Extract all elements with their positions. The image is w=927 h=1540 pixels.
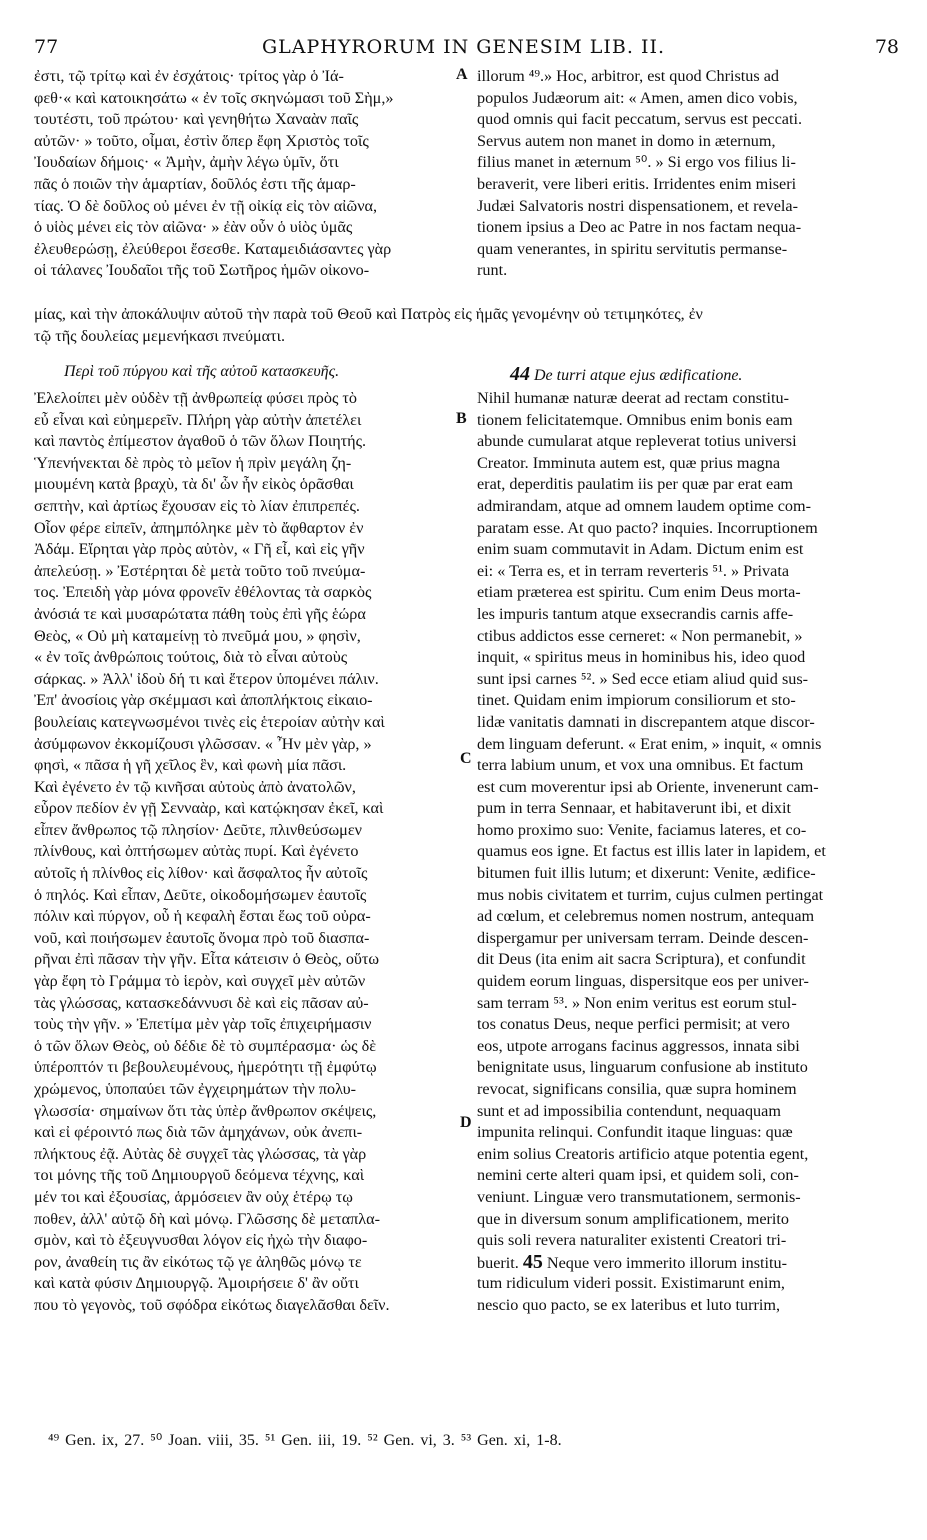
- text-line: lidæ vanitatis damnati in discrepantem atque discor-: [477, 712, 815, 731]
- text-line: paratam esse. At quo pacto? inquies. Incorruptionem: [477, 518, 818, 537]
- text-line: enim solius Creatoris artificio atque potentia egent,: [477, 1144, 809, 1163]
- text-line: καὶ εἰ φέροιντό πως διὰ τῶν ἀμηχάνων, οὐκ ἀνεπι-: [34, 1123, 363, 1142]
- text-line: μιουμένη κατὰ βραχὺ, τὰ δι' ὧν ἦν εἰκὸς ὁρᾶσθαι: [34, 475, 354, 494]
- greek-column-top: [34, 66, 452, 282]
- text-line: eos, utpote arrogans facinus aggressos, innata sibi: [477, 1036, 800, 1055]
- text-line: quis soli revera naturaliter existenti Creatori tri-: [477, 1231, 787, 1250]
- text-line: quidem eorum linguas, dispersitque eos per univer-: [477, 972, 809, 991]
- text-line: pum in terra Sennaar, et habitaverunt ibi, et dixit: [477, 799, 792, 818]
- text-line: Creator. Imminuta autem est, quæ prius magna: [477, 453, 781, 472]
- text-line: veniunt. Linguæ vero transmutationem, sermonis-: [477, 1187, 801, 1206]
- line-text: Neque vero immerito illorum institu-: [546, 1253, 787, 1272]
- text-line: ἀσύμφωνον ἐκκομίζουσι γλῶσσαν. « Ἦν μὲν γὰρ, »: [34, 734, 372, 753]
- text-line: πόλιν καὶ πύργον, οὗ ἡ κεφαλὴ ἔσται ἕως τοῦ οὐρα-: [34, 907, 371, 926]
- text-line: mus nobis civitatem et turrim, cujus culmen pertingat: [477, 885, 824, 904]
- text-line: Nihil humanæ naturæ deerat ad rectam constitu-: [477, 389, 789, 407]
- footnotes: ⁴⁹ Gen. ix, 27. ⁵⁰ Joan. viii, 35. ⁵¹ Gen. iii, 19. ⁵² Gen. vi, 3. ⁵³ Gen. xi, 1-8.: [48, 1432, 562, 1449]
- text-line: quamus eos igne. Et factus est illis later in lapidem, et: [477, 842, 826, 861]
- text-line: populos Judæorum ait: « Amen, amen dico vobis,: [477, 88, 798, 107]
- greek-section-title: Περὶ τοῦ πύργου καὶ τῆς αὐτοῦ κατασκευῆς.: [64, 363, 340, 380]
- text-line: nemini certe alteri quam ipsi, et quidem soli, con-: [477, 1166, 799, 1185]
- running-title: GLAPHYRORUM IN GENESIM LIB. II.: [261, 36, 666, 58]
- text-line: ἀπελεύσῃ. » Ἐστέρηται δὲ μετὰ τοῦτο τοῦ πνεύμα-: [34, 561, 366, 580]
- text-line: πλήκτους ἐᾷ. Αὐτὰς δὲ συγχεῖ τὰς γλώσσας, τὰ γὰρ: [34, 1144, 367, 1163]
- text-line: bitumen fuit illis lutum; et dixerunt: Venite, ædifice-: [477, 864, 816, 883]
- text-line: illorum ⁴⁹.» Hoc, arbitror, est quod Christus ad: [477, 67, 779, 85]
- text-line: εὗρον πεδίον ἐν γῇ Σενναὰρ, καὶ κατῴκησαν ἐκεῖ, καὶ: [34, 799, 384, 818]
- text-line: σάρκας. » Ἀλλ' ἰδοὺ δή τι καὶ ἕτερον ὑπομένει πάλιν.: [34, 669, 379, 688]
- text-line: μίας, καὶ τὴν ἀποκάλυψιν αὐτοῦ τὴν παρὰ τοῦ Θεοῦ καὶ Πατρὸς εἰς ἡμᾶς γενομένην οὐ τετιμηκότες, ἐν: [34, 305, 703, 323]
- text-line: φεθ·« καὶ κατοικησάτω « ἐν τοῖς σκηνώμασι τοῦ Σὴμ,»: [34, 88, 394, 107]
- text-line: ἐστι, τῷ τρίτῳ καὶ ἐν ἐσχάτοις· τρίτος γὰρ ὁ Ἰά-: [34, 67, 344, 85]
- column-number-44: 44: [510, 363, 530, 385]
- text-line: est cum moverentur ipsi ab Oriente, invenerunt cam-: [477, 777, 819, 796]
- text-line: nescio quo pacto, se ex lateribus et luto turrim,: [477, 1295, 780, 1314]
- text-line: quod omnis qui facit peccatum, servus est peccati.: [477, 110, 802, 129]
- text-line: benignitate usus, linguarum confusione ab instituto: [477, 1058, 808, 1077]
- text-line: τουτέστι, τοῦ πρώτου· καὶ γενηθήτω Χαναὰν παῖς: [34, 110, 359, 129]
- text-line: εὖ εἶναι καὶ εὐημερεῖν. Πλήρη γὰρ αὐτὴν ἀπετέλει: [34, 410, 362, 429]
- text-line: Ἐπ' ἀνοσίοις γὰρ σκέμμασι καὶ ἀποπλήκτοις εἰκαιο-: [34, 691, 373, 710]
- text-line: που τὸ γεγονὸς, τοῦ σφόδρα εἰκότως διαγελᾶσθαι δεῖν.: [34, 1295, 390, 1314]
- text-line: tum ridiculum videri possit. Existimarunt enim,: [477, 1274, 785, 1293]
- text-line: αὐτοῖς ἡ πλίνθος εἰς λίθον· καὶ ἄσφαλτος ἦν αὐτοῖς: [34, 864, 368, 883]
- text-line: « ἐν τοῖς ἀνθρώποις τούτοις, διὰ τὸ εἶναι αὐτοὺς: [34, 648, 348, 667]
- text-line: τος. Ἐπειδὴ γὰρ μόνα φρονεῖν ἐθέλοντας τὰ σαρκὸς: [34, 583, 372, 602]
- text-line: μέν τοι καὶ ἐξουσίας, ἁρμόσειεν ἂν οὐχ ἑτέρῳ τῳ: [34, 1187, 353, 1206]
- column-number-45: 45: [522, 1251, 543, 1273]
- text-line: tionem felicitatemque. Omnibus enim bonis eam: [477, 410, 793, 429]
- page-number-right: 78: [874, 36, 899, 58]
- text-line: καὶ κατὰ φύσιν Δημιουργῷ. Ἀμοιρήσειε δ' ἂν οὔτι: [34, 1274, 359, 1293]
- text-line: ποθεν, ἀλλ' αὐτῷ δὴ καὶ μόνῳ. Γλῶσσης δὲ μεταπλα-: [34, 1209, 381, 1228]
- text-line: ὁ τῶν ὅλων Θεὸς, οὐ δέδιε δὲ τὸ συμπέρασμα· ὡς δὲ: [34, 1036, 377, 1055]
- text-line: etiam præterea est spiritu. Cum enim Deus morta-: [477, 583, 801, 602]
- text-line: τῷ τῆς δουλείας μεμενήκασι πνεύματι.: [34, 326, 286, 345]
- text-line: τίας. Ὁ δὲ δοῦλος οὐ μένει ἐν τῇ οἰκίᾳ εἰς τὸν αἰῶνα,: [34, 196, 378, 215]
- text-line: Θεὸς, « Οὐ μὴ καταμείνῃ τὸ πνεῦμά μου, » φησὶν,: [34, 626, 361, 645]
- text-line: dit Deus (ita enim ait sacra Scriptura), et confundit: [477, 950, 806, 969]
- text-line: σεπτὴν, καὶ ἀρτίως ἔχουσαν εἰς τὸ λίαν ἐπιπρεπές.: [34, 496, 360, 515]
- text-line: γλωσσία· σημαίνων ὅτι τὰς ὑπὲρ ἄνθρωπον σκέψεις,: [34, 1101, 377, 1120]
- text-line: ὁ πηλός. Καὶ εἶπαν, Δεῦτε, οἰκοδομήσωμεν ἑαυτοῖς: [34, 885, 367, 904]
- text-line: ctibus addictos esse cerneret: « Non permanebit, »: [477, 626, 803, 645]
- text-line: χρώμενος, ὑποπαύει τῶν ἐγχειρημάτων τὴν πολυ-: [34, 1080, 357, 1098]
- text-line: inquit, « spiritus meus in hominibus his, ideo quod: [477, 648, 806, 667]
- text-line: runt.: [477, 261, 508, 280]
- line-text: buerit.: [477, 1253, 519, 1272]
- text-line: Καὶ ἐγένετο ἐν τῷ κινῆσαι αὐτοὺς ἀπὸ ἀνατολῶν,: [34, 777, 356, 796]
- margin-mark-d: D: [460, 1114, 472, 1131]
- text-line: ὁ υἱὸς μένει εἰς τὸν αἰῶνα· » ἐὰν οὖν ὁ υἱὸς ὑμᾶς: [34, 218, 353, 237]
- text-line: homo proximo suo: Venite, faciamus lateres, et co-: [477, 820, 807, 839]
- text-line: Ἀδάμ. Εἴρηται γὰρ πρὸς αὐτὸν, « Γῆ εἶ, καὶ εἰς γῆν: [34, 540, 365, 559]
- text-line: Οἷον φέρε εἰπεῖν, ἀπημπόληκε μὲν τὸ ἄφθαρτον ἐν: [34, 518, 364, 537]
- text-line: ἐλευθερώσῃ, ἐλεύθεροι ἔσεσθε. Καταμειδιάσαντες γὰρ: [34, 239, 392, 258]
- text-line: beraverit, vere liberi eritis. Irridentes enim miseri: [477, 174, 797, 193]
- text-line: ἀνόσιά τε καὶ μυσαρώτατα πάθη τοὺς ἐπὶ γῆς ἑώρα: [34, 604, 366, 623]
- text-line: βουλείαις κατεγνωσμένοι τινὲς εἰς ἑτεροίαν αὐτὴν καὶ: [34, 712, 385, 731]
- text-line: Judæi Salvatoris nostri dispensationem, et revela-: [477, 196, 798, 215]
- text-line: γὰρ ἔφη τὸ Γράμμα τὸ ἱερὸν, καὶ συγχεῖ μὲν αὐτῶν: [34, 972, 366, 991]
- text-line: Servus autem non manet in domo in æternum,: [477, 131, 776, 150]
- text-line: sam terram ⁵³. » Non enim veritus est eorum stul-: [477, 993, 797, 1012]
- text-line: quam venerantes, in spiritu servitutis permanse-: [477, 239, 788, 258]
- text-line: tinet. Quidam enim impiorum consiliorum et sto-: [477, 691, 796, 710]
- text-line: ὑπέροπτόν τι βεβουλευμένους, ἡμερότητι τῇ ἐμφύτῳ: [34, 1058, 377, 1077]
- text-line: φησὶ, « πᾶσα ἡ γῆ χεῖλος ἓν, καὶ φωνὴ μία πᾶσι.: [34, 756, 347, 775]
- text-line: Ἐλελοίπει μὲν οὐδὲν τῇ ἀνθρωπείᾳ φύσει πρὸς τὸ: [34, 389, 358, 407]
- text-line: νοῦ, καὶ ποιήσωμεν ἑαυτοῖς ὄνομα πρὸ τοῦ διασπα-: [34, 928, 370, 947]
- latin-column-top: [477, 66, 895, 282]
- text-line: σμὸν, καὶ τὸ ἐξευγνυσθαι λόγον εἰς ἠχὼ τὴν διαφο-: [34, 1231, 368, 1250]
- greek-column-body: [34, 388, 454, 1317]
- margin-mark-c: C: [460, 750, 472, 767]
- text-line: revocat, significans consilia, quæ supra hominem: [477, 1080, 797, 1098]
- text-line: ρον, ἀναθείη τις ἂν εἰκότως τῷ γε ἀληθῶς μόνῳ τε: [34, 1252, 362, 1271]
- text-line: οἱ τάλανες Ἰουδαῖοι τῆς τοῦ Σωτῆρος ἡμῶν οἰκονο-: [34, 261, 370, 280]
- text-line: τοὺς τὴν γῆν. » Ἐπετίμα μὲν γὰρ τοῖς ἐπιχειρήμασιν: [34, 1015, 372, 1034]
- text-line: Ὑπενήνεκται δὲ πρὸς τὸ μεῖον ἡ πρὶν μεγάλη ζη-: [34, 453, 352, 472]
- text-line: εἶπεν ἄνθρωπος τῷ πλησίον· Δεῦτε, πλινθεύσωμεν: [34, 820, 362, 839]
- text-line: tionem ipsius a Deo ac Patre in nos factam nequa-: [477, 218, 802, 237]
- text-line: καὶ παντὸς ἐπίμεστον ἀγαθοῦ ὁ τῶν ὅλων Ποιητής.: [34, 432, 367, 451]
- page-number-left: 77: [34, 36, 59, 58]
- text-line: que in diversum sonum amplificationem, merito: [477, 1209, 789, 1228]
- latin-column-body: [477, 388, 897, 1317]
- text-line: Ἰουδαίων δήμοις· « Ἀμὴν, ἀμὴν λέγω ὑμῖν, ὅτι: [34, 153, 339, 172]
- margin-mark-a: A: [456, 66, 468, 83]
- margin-mark-b: B: [456, 410, 467, 427]
- text-line: erat, deperditis paulatim iis per quæ par erat eam: [477, 475, 793, 494]
- text-line: terra labium unum, et vox una omnibus. Et factum: [477, 756, 804, 775]
- text-line: πλίνθους, καὶ ὀπτήσωμεν αὐτὰς πυρί. Καὶ ἐγένετο: [34, 842, 359, 861]
- greek-full-width-lines: [34, 304, 889, 347]
- text-line: abunde cumularat atque repleverat totius universi: [477, 432, 797, 451]
- text-line: sunt et ad impossibilia contendunt, nequaquam: [477, 1101, 781, 1120]
- text-line: les impuris tantum atque exsecrandis carnis affe-: [477, 604, 794, 623]
- text-line: πᾶς ὁ ποιῶν τὴν ἁμαρτίαν, δοῦλός ἐστι τῆς ἁμαρ-: [34, 174, 356, 193]
- text-line: filius manet in æternum ⁵⁰. » Si ergo vos filius li-: [477, 153, 796, 172]
- latin-section-title-text: De turri atque ejus ædificatione.: [534, 367, 743, 384]
- text-line: αὐτῶν· » τοῦτο, οἶμαι, ἐστὶν ὅπερ ἔφη Χριστὸς τοῖς: [34, 131, 369, 150]
- text-line: ad cœlum, et celebremus nomen nostrum, antequam: [477, 907, 815, 926]
- text-line: tos conatus Deus, neque perfici permisit; at vero: [477, 1015, 790, 1034]
- latin-section-title: [510, 363, 742, 386]
- text-line: dispergamur per universam terram. Deinde descen-: [477, 928, 809, 947]
- text-line: impunita relinqui. Confundit itaque linguas: quæ: [477, 1123, 793, 1142]
- text-line: admirandam, atque ad omnem laudem optime com-: [477, 496, 811, 515]
- text-line: τὰς γλώσσας, κατασκεδάννυσι δὲ καὶ εἰς πᾶσαν αὐ-: [34, 993, 369, 1012]
- text-line: enim suam commutavit in Adam. Dictum enim est: [477, 540, 804, 559]
- text-line: sunt ipsi carnes ⁵². » Sed ecce etiam aliud quid sus-: [477, 669, 809, 688]
- text-line: ei: « Terra es, et in terram reverteris ⁵¹. » Privata: [477, 561, 790, 580]
- text-line: [477, 1252, 897, 1274]
- text-line: ρῆναι ἐπὶ πᾶσαν τὴν γῆν. Εἶτα κάτεισιν ὁ Θεὸς, οὕτω: [34, 950, 380, 969]
- text-line: dem linguam deferunt. « Erat enim, » inquit, « omnis: [477, 734, 822, 753]
- text-line: τοι μόνης τῆς τοῦ Δημιουργοῦ δεόμενα τέχνης, καὶ: [34, 1166, 365, 1185]
